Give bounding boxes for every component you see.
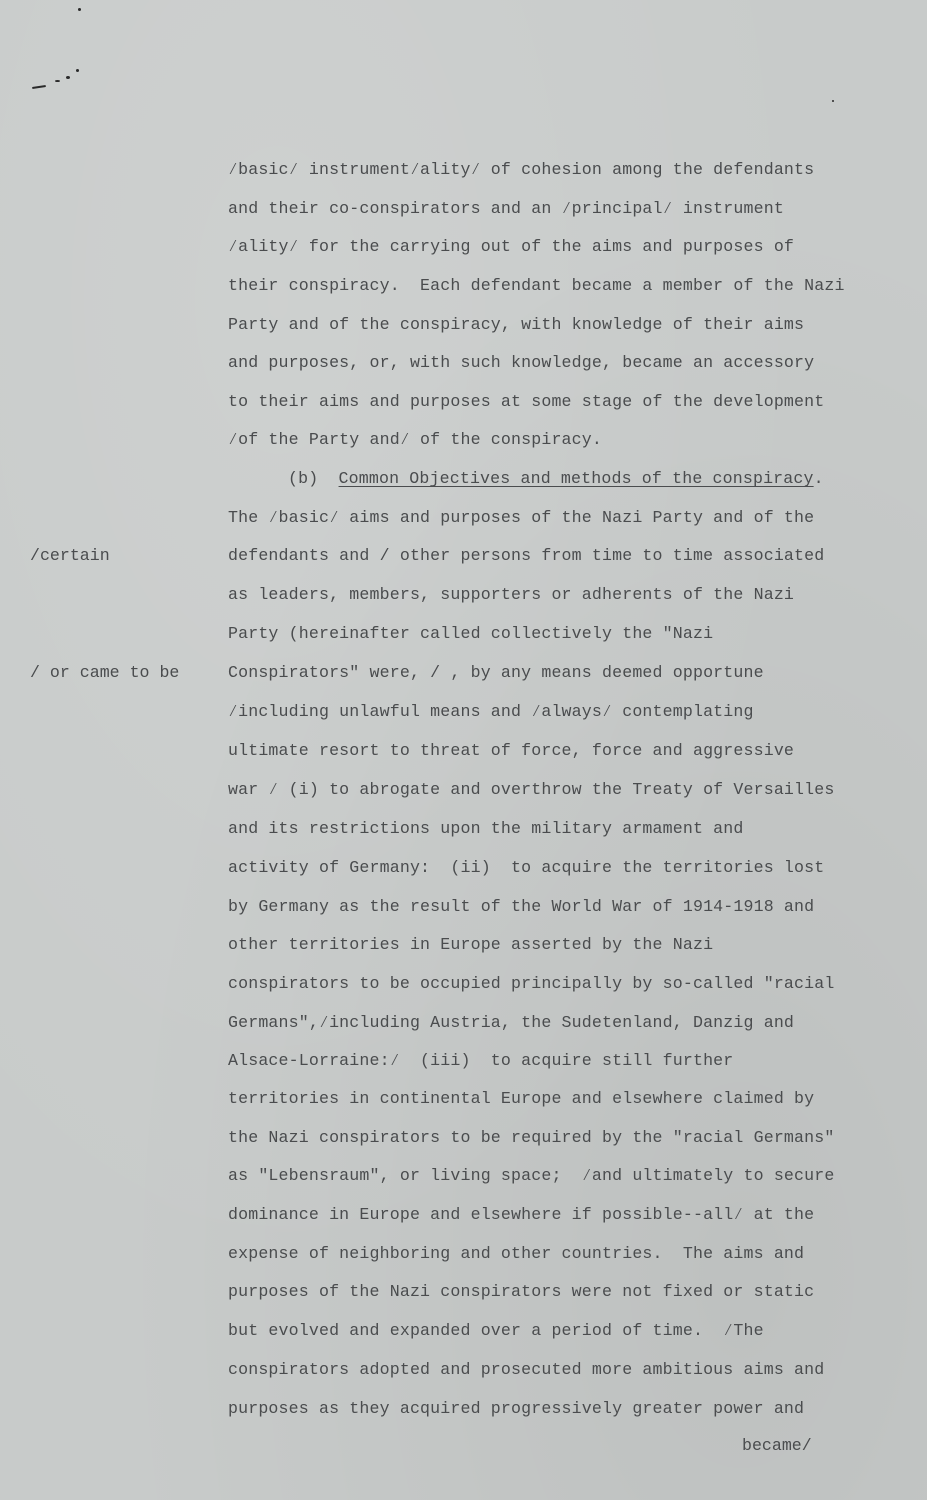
body-line: and their co-conspirators and an ⁄principal⁄ instrument [228,199,784,218]
body-line: ⁄basic⁄ instrument⁄ality⁄ of cohesion among the defendants [228,160,815,179]
ink-speck [832,100,834,102]
body-line: to their aims and purposes at some stage of the development [228,392,825,411]
body-line: ⁄including unlawful means and ⁄always⁄ contemplating [228,702,754,721]
body-line: conspirators to be occupied principally by so-called "racial [228,974,835,993]
body-line: Party (hereinafter called collectively the "Nazi [228,624,714,643]
body-line: by Germany as the result of the World War of 1914-1918 and [228,897,815,916]
margin-note-came-to-be: / or came to be [30,663,180,682]
body-line: but evolved and expanded over a period of time. ⁄The [228,1321,764,1340]
section-heading-prefix: (b) [288,469,339,488]
body-line: ⁄ality⁄ for the carrying out of the aims and purposes of [228,237,795,256]
ink-speck [76,69,79,72]
catchword: became/ [742,1436,812,1455]
body-line: Alsace-Lorraine:⁄ (iii) to acquire still further [228,1051,734,1070]
body-line: Germans",⁄including Austria, the Sudetenland, Danzig and [228,1013,795,1032]
body-line: defendants and / other persons from time to time associated [228,546,825,565]
body-line: as "Lebensraum", or living space; ⁄and ultimately to secure [228,1166,835,1185]
margin-note-certain: /certain [30,546,110,565]
ink-speck [66,76,70,79]
body-line: activity of Germany: (ii) to acquire the territories lost [228,858,825,877]
body-line: territories in continental Europe and elsewhere claimed by [228,1089,815,1108]
body-line: their conspiracy. Each defendant became a member of the Nazi [228,276,845,295]
body-line: ⁄of the Party and⁄ of the conspiracy. [228,430,602,449]
body-line: The ⁄basic⁄ aims and purposes of the Nazi Party and of the [228,508,815,527]
body-line: war ⁄ (i) to abrogate and overthrow the Treaty of Versailles [228,780,835,799]
body-line: Conspirators" were, / , by any means deemed opportune [228,663,764,682]
body-line: ultimate resort to threat of force, force and aggressive [228,741,795,760]
body-line: other territories in Europe asserted by the Nazi [228,935,714,954]
ink-speck [55,80,60,82]
body-line: and purposes, or, with such knowledge, became an accessory [228,353,815,372]
body-line: Party and of the conspiracy, with knowledge of their aims [228,315,805,334]
body-line: conspirators adopted and prosecuted more ambitious aims and [228,1360,825,1379]
body-line: expense of neighboring and other countries. The aims and [228,1244,805,1263]
ink-speck [78,8,81,11]
ink-speck [32,85,46,89]
body-line: purposes of the Nazi conspirators were not fixed or static [228,1282,815,1301]
body-line: purposes as they acquired progressively greater power and [228,1399,805,1418]
body-line: dominance in Europe and elsewhere if possible--all⁄ at the [228,1205,815,1224]
section-heading-title: Common Objectives and methods of the conspiracy [338,469,814,488]
section-heading-suffix: . [813,469,824,488]
section-heading [288,469,824,489]
body-line: the Nazi conspirators to be required by the "racial Germans" [228,1128,835,1147]
body-line: and its restrictions upon the military armament and [228,819,744,838]
body-line: as leaders, members, supporters or adherents of the Nazi [228,585,795,604]
